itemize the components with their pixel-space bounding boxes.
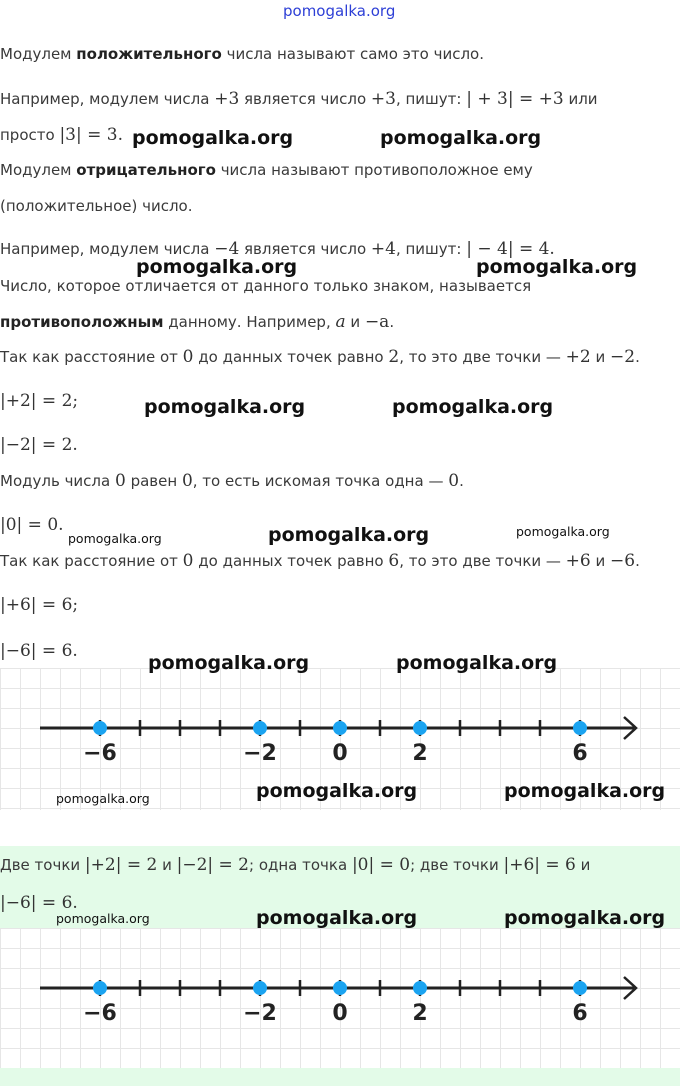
- paragraph-negative-definition-cont: (положительное) число.: [0, 197, 193, 215]
- formula-plus-two: |+2| = 2;: [0, 391, 79, 411]
- watermark: pomogalka.org: [504, 780, 666, 802]
- paragraph-zero-modulus: Модуль числа 0 равен 0, то есть искомая точка одна — 0.: [0, 471, 464, 491]
- marked-point: [333, 981, 347, 995]
- answer-box-bottom: [0, 1068, 680, 1086]
- paragraph-positive-definition: Модулем положительного числа называют само это число.: [0, 45, 484, 63]
- paragraph-opposite-definition: Число, которое отличается от данного только знаком, называется: [0, 277, 532, 295]
- watermark: pomogalka.org: [56, 791, 150, 806]
- watermark: pomogalka.org: [516, 524, 610, 539]
- watermark: pomogalka.org: [476, 256, 638, 278]
- formula-minus-six: |−6| = 6.: [0, 641, 78, 661]
- watermark: pomogalka.org: [132, 127, 294, 149]
- point-label: 2: [412, 1001, 428, 1026]
- marked-point: [333, 721, 347, 735]
- formula-minus-two: |−2| = 2.: [0, 435, 78, 455]
- point-label: −6: [83, 1001, 117, 1026]
- marked-point: [413, 721, 427, 735]
- point-label: −6: [83, 741, 117, 766]
- watermark: pomogalka.org: [144, 396, 306, 418]
- marked-point: [573, 981, 587, 995]
- marked-point: [93, 721, 107, 735]
- paragraph-distance-two: Так как расстояние от 0 до данных точек равно 2, то это две точки — +2 и −2.: [0, 347, 640, 367]
- marked-point: [253, 721, 267, 735]
- point-label: 0: [332, 1001, 348, 1026]
- watermark-top-link[interactable]: pomogalka.org: [283, 2, 396, 20]
- formula-zero: |0| = 0.: [0, 515, 64, 535]
- number-line-2: [0, 928, 680, 1068]
- marked-point: [253, 981, 267, 995]
- paragraph-positive-example: Например, модулем числа +3 является число +3, пишут: | + 3| = +3 или: [0, 89, 598, 109]
- paragraph-negative-example: Например, модулем числа −4 является число +4, пишут: | − 4| = 4.: [0, 239, 555, 259]
- marked-point: [413, 981, 427, 995]
- answer-line-1: Две точки |+2| = 2 и |−2| = 2; одна точка |0| = 0; две точки |+6| = 6 и: [0, 855, 591, 875]
- formula-plus-six: |+6| = 6;: [0, 595, 79, 615]
- watermark: pomogalka.org: [68, 531, 162, 546]
- paragraph-positive-example-cont: просто |3| = 3.: [0, 125, 123, 145]
- watermark: pomogalka.org: [392, 396, 554, 418]
- point-label: 6: [572, 741, 588, 766]
- marked-point: [573, 721, 587, 735]
- watermark: pomogalka.org: [56, 911, 150, 926]
- watermark: pomogalka.org: [380, 127, 542, 149]
- watermark: pomogalka.org: [148, 652, 310, 674]
- point-label: 2: [412, 741, 428, 766]
- point-label: −2: [243, 1001, 277, 1026]
- paragraph-negative-definition: Модулем отрицательного числа называют противоположное ему: [0, 161, 533, 179]
- answer-line-2: |−6| = 6.: [0, 893, 78, 913]
- watermark: pomogalka.org: [256, 907, 418, 929]
- watermark: pomogalka.org: [256, 780, 418, 802]
- paragraph-distance-six: Так как расстояние от 0 до данных точек равно 6, то это две точки — +6 и −6.: [0, 551, 640, 571]
- point-label: 0: [332, 741, 348, 766]
- watermark: pomogalka.org: [136, 256, 298, 278]
- marked-point: [93, 981, 107, 995]
- watermark: pomogalka.org: [504, 907, 666, 929]
- watermark: pomogalka.org: [396, 652, 558, 674]
- paragraph-opposite-definition-cont: противоположным данному. Например, a и −a.: [0, 312, 395, 332]
- point-label: −2: [243, 741, 277, 766]
- point-label: 6: [572, 1001, 588, 1026]
- watermark: pomogalka.org: [268, 524, 430, 546]
